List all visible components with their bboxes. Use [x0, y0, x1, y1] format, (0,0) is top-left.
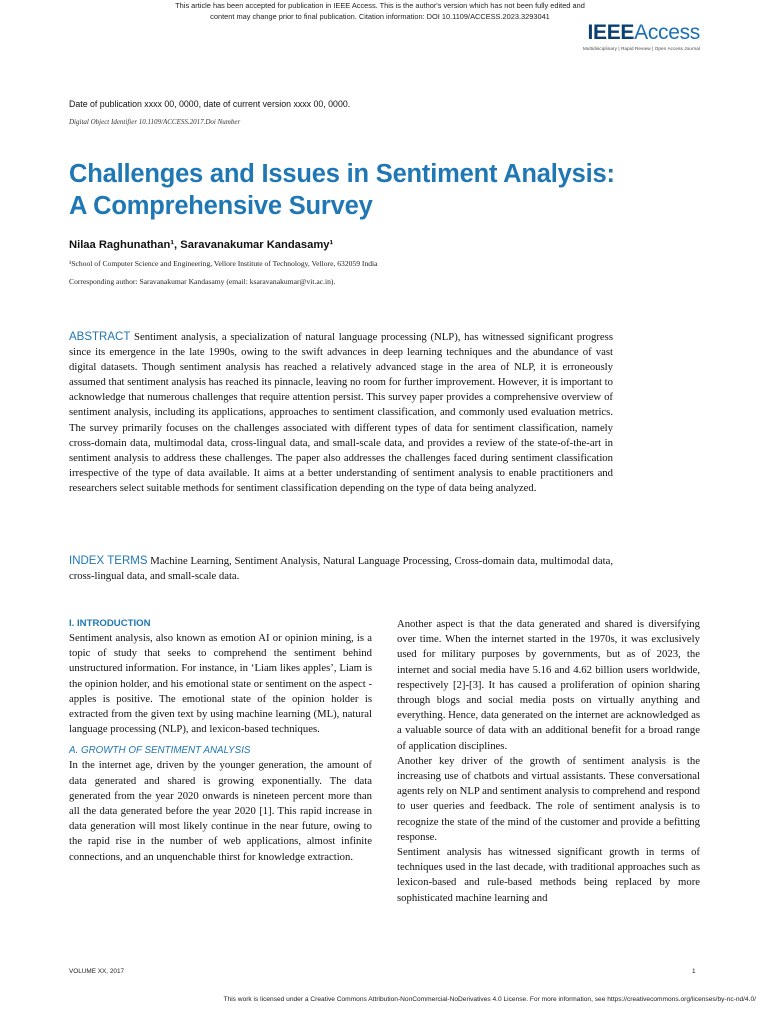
body-column-right: [397, 617, 700, 906]
doi-line: Digital Object Identifier 10.1109/ACCESS.2017.Doi Number: [69, 118, 241, 126]
right-paragraph-1: Another aspect is that the data generated and shared is diversifying over time. When the internet started in the 1970s, it was exclusively used for military purposes by governments, but as of 2023, the internet and social media have 5.16 and 4.62 billion users worldwide, respectively [2]-[3]. It has caused a proliferation of opinion sharing through blogs and social media posts on virtually anything and everything. Hence, data generated on the internet are acknowledged as a valuable source of data with an additional benefit for a broad range of application disciplines.: [397, 618, 700, 752]
logo-ieee: IEEE: [587, 21, 635, 44]
accepted-notice: [120, 0, 640, 22]
corresponding-author: Corresponding author: Saravanakumar Kandasamy (email: ksaravanakumar@vit.ac.in).: [69, 277, 336, 286]
intro-paragraph: Sentiment analysis, also known as emotion AI or opinion mining, is a topic of study that seeks to comprehend the sentiment behind unstructured information. For instance, in ‘Liam likes apples’, Liam is the opinion holder, and his emotional state or sentiment on the aspect - apples is positive. The emotional state of the opinion holder is extracted from the given text by using machine learning (ML), natural language processing (NLP), and lexicon-based techniques.: [69, 632, 372, 736]
title-line-1: Challenges and Issues in Sentiment Analysis:: [69, 160, 615, 188]
publication-date: Date of publication xxxx 00, 0000, date of current version xxxx 00, 0000.: [69, 99, 351, 109]
title-line-2: A Comprehensive Survey: [69, 192, 373, 220]
abstract-label: ABSTRACT: [69, 331, 131, 343]
subsection-heading-growth: A. GROWTH OF SENTIMENT ANALYSIS: [69, 745, 251, 757]
abstract-text: Sentiment analysis, a specialization of natural language processing (NLP), has witnessed significant progress since its emergence in the late 1990s, owing to the swift advances in deep learning techniques and the abundance of vast digital datasets. Though sentiment analysis has reached a relatively advanced stage in the area of NLP, it is erroneously assumed that sentiment analysis has reached its pinnacle, leaving no room for further improvement. However, it is important to acknowledge that numerous challenges that require attention persist. This survey paper provides a comprehensive overview of sentiment analysis, including its applications, approaches to sentiment classification, and commonly used evaluation metrics. The survey primarily focuses on the challenges associated with different types of data for sentiment classification, namely cross-domain data, multimodal data, cross-lingual data, and small-scale data, and provides a review of the state-of-the-art in sentiment analysis to address these challenges. The paper also addresses the challenges faced during sentiment classification irrespective of the type of data available. It aims at a better understanding of sentiment analysis to enable practitioners and researchers select suitable methods for sentiment classification depending on the type of data being analyzed.: [69, 331, 613, 494]
notice-line-1: This article has been accepted for publication in IEEE Access. This is the author's version which has not been fully edited and: [175, 1, 585, 10]
notice-line-2: content may change prior to final publication. Citation information: DOI 10.1109/ACCESS.2023.3293041: [210, 12, 550, 21]
logo-tagline: Multidisciplinary | Rapid Review | Open Access Journal: [582, 46, 700, 51]
paper-title: [69, 158, 709, 222]
index-terms-label: INDEX TERMS: [69, 555, 148, 567]
growth-paragraph: In the internet age, driven by the younger generation, the amount of data generated and shared is growing exponentially. The data generated from the year 2020 onwards is nineteen percent more than all the data generated before the year 2020 [1]. This rapid increase in data generation will most likely continue in the near future, owing to the rapid rise in the number of web applications, almost infinite connections, and an unquenchable thirst for knowledge extraction.: [69, 759, 372, 863]
page-number: 1: [692, 968, 696, 975]
journal-logo: [583, 22, 700, 51]
section-heading-introduction: I. INTRODUCTION: [69, 618, 151, 629]
index-terms-text: Machine Learning, Sentiment Analysis, Natural Language Processing, Cross-domain data, multimodal data, cross-lingual data, and small-scale data.: [69, 555, 613, 583]
author-affiliation: ¹School of Computer Science and Engineering, Vellore Institute of Technology, Vellore, 632059 India: [69, 259, 378, 268]
right-paragraph-2: Another key driver of the growth of sentiment analysis is the increasing use of chatbots and virtual assistants. These conversational agents rely on NLP and sentiment analysis to comprehend and respond to user queries and feedback. The role of sentiment analysis is to recognize the state of the mind of the customer and provide a befitting response.: [397, 754, 700, 843]
right-paragraph-3: Sentiment analysis has witnessed significant growth in terms of techniques used in the last decade, with traditional approaches such as lexicon-based and rule-based methods being replaced by more sophisticated machine learning and: [397, 846, 700, 904]
index-terms: [69, 554, 613, 584]
logo-access: Access: [634, 21, 700, 44]
body-column-left: [69, 617, 372, 865]
abstract: [69, 330, 613, 496]
author-names: Nilaa Raghunathan¹, Saravanakumar Kandasamy¹: [69, 239, 334, 251]
volume-label: VOLUME XX, 2017: [69, 968, 125, 975]
license-notice: This work is licensed under a Creative Commons Attribution-NonCommercial-NoDerivatives 4.0 License. For more information, see https://creativecommons.org/licenses/by-nc-nd/4.0/: [223, 996, 756, 1003]
